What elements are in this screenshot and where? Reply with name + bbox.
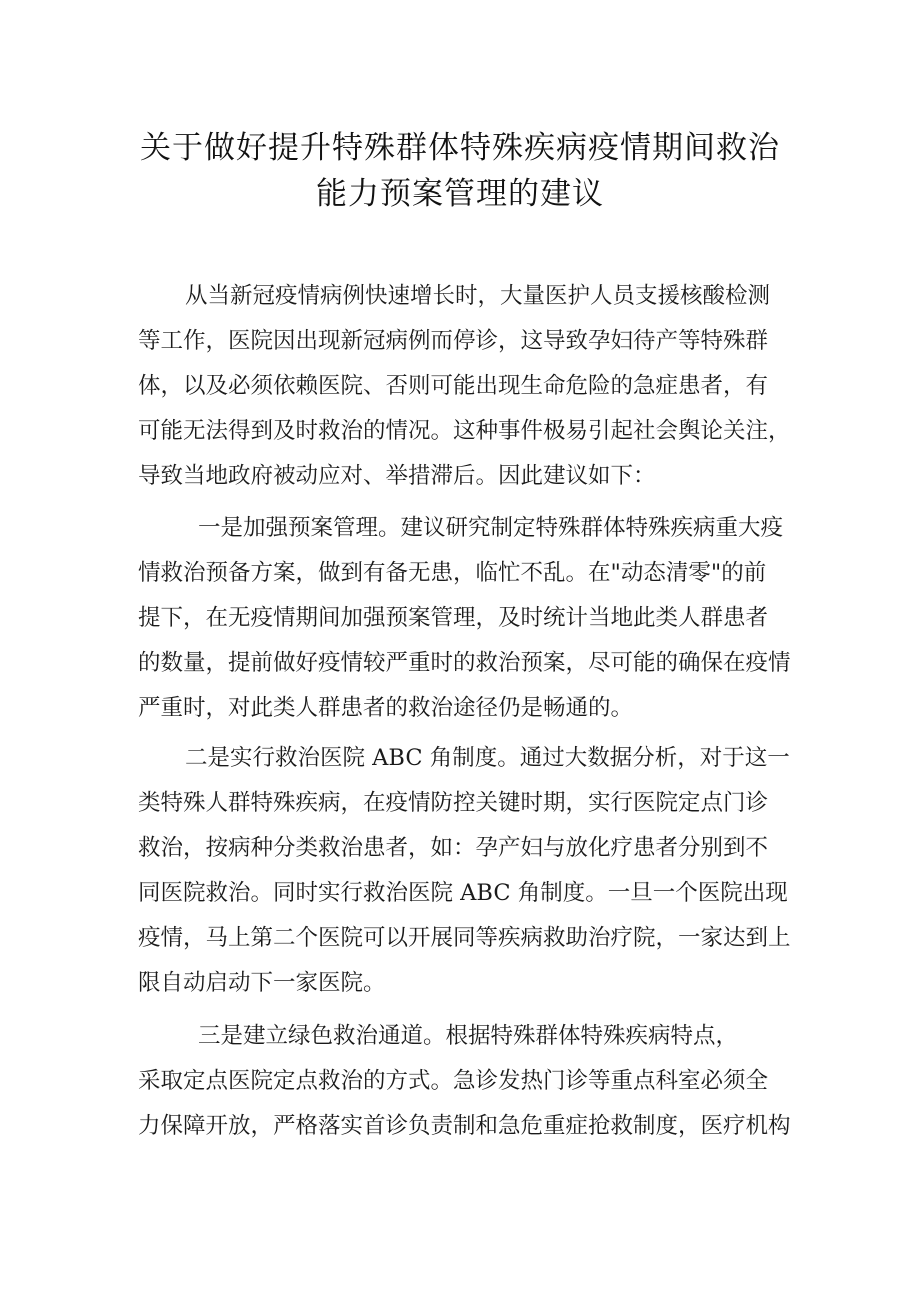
paragraph-1-line-3: 体，以及必须依赖医院、否则可能出现生命危险的急症患者，有: [138, 373, 769, 399]
paragraph-4-line-3: 力保障开放，严格落实首诊负责制和急危重症抢救制度，医疗机构: [138, 1113, 791, 1139]
paragraph-2-line-2: 情救治预备方案，做到有备无患，临忙不乱。在"动态清零"的前: [138, 560, 767, 586]
paragraph-3-line-4: 同医院救治。同时实行救治医院 ABC 角制度。一旦一个医院出现: [138, 880, 788, 906]
paragraph-1-line-4: 可能无法得到及时救治的情况。这种事件极易引起社会舆论关注，: [138, 418, 791, 444]
paragraph-2-line-3: 提下，在无疫情期间加强预案管理，及时统计当地此类人群患者: [138, 605, 769, 631]
document-title-line-2: 能力预案管理的建议: [316, 176, 604, 212]
paragraph-1-line-2: 等工作，医院因出现新冠病例而停诊，这导致孕妇待产等特殊群: [138, 328, 769, 354]
paragraph-3-line-3: 救治，按病种分类救治患者，如：孕产妇与放化疗患者分别到不: [138, 835, 769, 861]
paragraph-2-line-5: 严重时，对此类人群患者的救治途径仍是畅通的。: [138, 695, 634, 721]
paragraph-3-line-1: 二是实行救治医院 ABC 角制度。通过大数据分析，对于这一: [185, 745, 790, 771]
paragraph-3-line-6: 限自动启动下一家医院。: [138, 970, 386, 996]
paragraph-2-line-1: 一是加强预案管理。建议研究制定特殊群体特殊疾病重大疫: [198, 515, 784, 541]
paragraph-1-line-5: 导致当地政府被动应对、举措滞后。因此建议如下：: [138, 463, 656, 489]
paragraph-1-line-1: 从当新冠疫情病例快速增长时，大量医护人员支援核酸检测: [185, 283, 771, 309]
paragraph-3-line-5: 疫情，马上第二个医院可以开展同等疾病救助治疗院，一家达到上: [138, 925, 791, 951]
paragraph-2-line-4: 的数量，提前做好疫情较严重时的救治预案，尽可能的确保在疫情: [138, 650, 791, 676]
document-title-line-1: 关于做好提升特殊群体特殊疾病疫情期间救治: [140, 130, 780, 166]
paragraph-4-line-2: 采取定点医院定点救治的方式。急诊发热门诊等重点科室必须全: [138, 1068, 769, 1094]
paragraph-3-line-2: 类特殊人群特殊疾病，在疫情防控关键时期，实行医院定点门诊: [138, 790, 769, 816]
paragraph-4-line-1: 三是建立绿色救治通道。根据特殊群体特殊疾病特点，: [198, 1023, 739, 1049]
